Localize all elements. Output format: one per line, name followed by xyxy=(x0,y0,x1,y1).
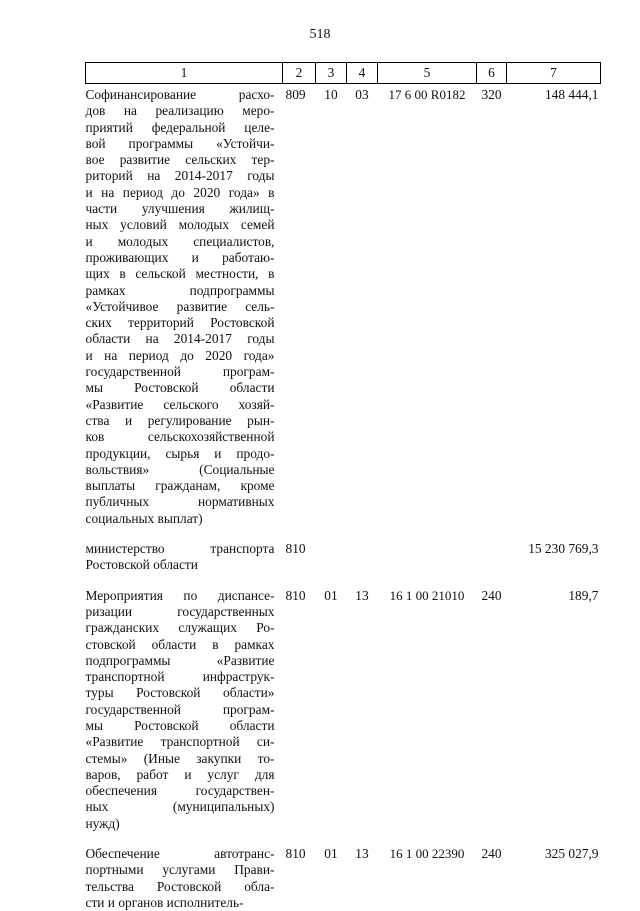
section-cell: 10 xyxy=(316,84,347,528)
section-cell: 01 xyxy=(316,832,347,911)
table-body xyxy=(86,84,601,911)
description-line: мы Ростовской области xyxy=(86,718,275,734)
ministry-code-cell: 810 xyxy=(283,574,316,832)
description-line: стовской области в рамках xyxy=(86,637,275,653)
description-line: и молодых специалистов, xyxy=(86,234,275,250)
amount-cell: 15 230 769,3 xyxy=(507,527,601,574)
description-line: Ростовской области xyxy=(86,557,275,573)
ministry-code-cell: 809 xyxy=(283,84,316,528)
description-line: приятий федеральной целе- xyxy=(86,120,275,136)
ministry-code-cell: 810 xyxy=(283,832,316,911)
description-line: области на 2014-2017 годы xyxy=(86,331,275,347)
table-row xyxy=(86,527,601,574)
row-description xyxy=(86,527,283,574)
description-line: ных условий молодых семей xyxy=(86,217,275,233)
description-line: портными услугами Прави- xyxy=(86,862,275,878)
description-line: продукции, сырья и продо- xyxy=(86,446,275,462)
description-line: вольствия» (Социальные xyxy=(86,462,275,478)
description-line: рамках подпрограммы xyxy=(86,283,275,299)
target-article-cell: 16 1 00 21010 xyxy=(378,574,477,832)
target-article-cell xyxy=(378,527,477,574)
description-line: и на период до 2020 года» в xyxy=(86,185,275,201)
description-line: транспортной инфраструк- xyxy=(86,669,275,685)
description-line: мы Ростовской области xyxy=(86,380,275,396)
description-line: государственной програм- xyxy=(86,702,275,718)
description-line: ков сельскохозяйственной xyxy=(86,429,275,445)
table-row xyxy=(86,832,601,911)
description-line: туры Ростовской области» xyxy=(86,685,275,701)
column-header-7: 7 xyxy=(507,63,601,84)
page-number: 518 xyxy=(0,27,640,43)
description-line: сти и органов исполнитель- xyxy=(86,895,275,911)
description-line: публичных нормативных xyxy=(86,494,275,510)
subsection-cell xyxy=(347,527,378,574)
description-line: дов на реализацию меро- xyxy=(86,103,275,119)
subsection-cell: 13 xyxy=(347,832,378,911)
expense-type-cell: 320 xyxy=(477,84,507,528)
header-row xyxy=(86,63,601,84)
description-line: подпрограммы «Развитие xyxy=(86,653,275,669)
description-line: социальных выплат) xyxy=(86,511,275,527)
row-description xyxy=(86,832,283,911)
budget-table xyxy=(85,62,601,911)
description-line: части улучшения жилищ- xyxy=(86,201,275,217)
subsection-cell: 13 xyxy=(347,574,378,832)
column-header-6: 6 xyxy=(477,63,507,84)
ministry-code-cell: 810 xyxy=(283,527,316,574)
description-line: «Развитие транспортной си- xyxy=(86,734,275,750)
subsection-cell: 03 xyxy=(347,84,378,528)
target-article-cell: 17 6 00 R0182 xyxy=(378,84,477,528)
description-line: гражданских служащих Ро- xyxy=(86,620,275,636)
description-line: выплаты гражданам, кроме xyxy=(86,478,275,494)
description-line: тельства Ростовской обла- xyxy=(86,879,275,895)
expense-type-cell xyxy=(477,527,507,574)
description-line: нужд) xyxy=(86,816,275,832)
description-line: и на период до 2020 года» xyxy=(86,348,275,364)
description-line: стемы» (Иные закупки то- xyxy=(86,751,275,767)
description-line: Мероприятия по диспансе- xyxy=(86,588,275,604)
description-line: «Развитие сельского хозяй- xyxy=(86,397,275,413)
description-line: министерство транспорта xyxy=(86,541,275,557)
column-header-5: 5 xyxy=(378,63,477,84)
description-line: ства и регулирование рын- xyxy=(86,413,275,429)
description-line: ризации государственных xyxy=(86,604,275,620)
column-header-2: 2 xyxy=(283,63,316,84)
description-line: Софинансирование расхо- xyxy=(86,87,275,103)
description-line: проживающих и работаю- xyxy=(86,250,275,266)
row-description xyxy=(86,84,283,528)
description-line: обеспечения государствен- xyxy=(86,783,275,799)
section-cell xyxy=(316,527,347,574)
row-description xyxy=(86,574,283,832)
target-article-cell: 16 1 00 22390 xyxy=(378,832,477,911)
table-row xyxy=(86,84,601,528)
column-header-1: 1 xyxy=(86,63,283,84)
description-line: государственной програм- xyxy=(86,364,275,380)
description-line: вое развитие сельских тер- xyxy=(86,152,275,168)
description-line: щих в сельской местности, в xyxy=(86,266,275,282)
description-line: варов, работ и услуг для xyxy=(86,767,275,783)
description-line: «Устойчивое развитие сель- xyxy=(86,299,275,315)
expense-type-cell: 240 xyxy=(477,832,507,911)
expense-type-cell: 240 xyxy=(477,574,507,832)
section-cell: 01 xyxy=(316,574,347,832)
description-line: риторий на 2014-2017 годы xyxy=(86,168,275,184)
table-row xyxy=(86,574,601,832)
description-line: вой программы «Устойчи- xyxy=(86,136,275,152)
column-header-4: 4 xyxy=(347,63,378,84)
amount-cell: 325 027,9 xyxy=(507,832,601,911)
description-line: Обеспечение автотранс- xyxy=(86,846,275,862)
amount-cell: 189,7 xyxy=(507,574,601,832)
description-line: ских территорий Ростовской xyxy=(86,315,275,331)
amount-cell: 148 444,1 xyxy=(507,84,601,528)
column-header-3: 3 xyxy=(316,63,347,84)
description-line: ных (муниципальных) xyxy=(86,799,275,815)
